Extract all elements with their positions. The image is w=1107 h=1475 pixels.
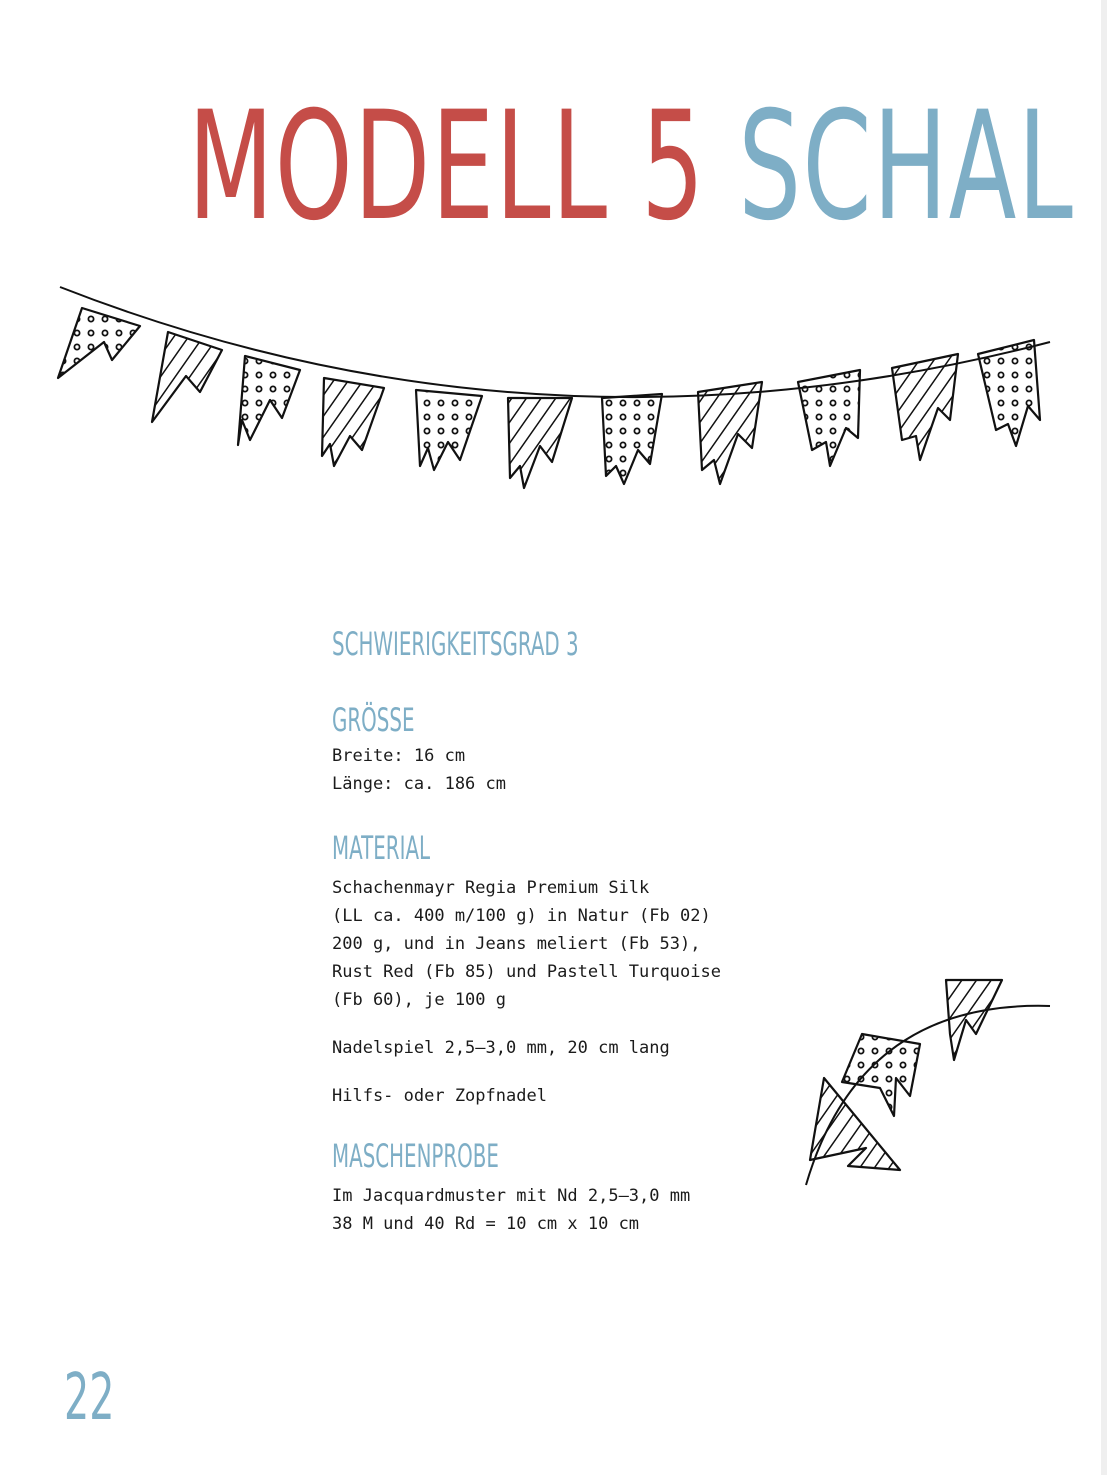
- pennant-4: [322, 378, 384, 466]
- gauge-line-1: Im Jacquardmuster mit Nd 2,5–3,0 mm: [332, 1186, 691, 1206]
- size-width: Breite: 16 cm: [332, 746, 466, 766]
- pennant-6: [508, 398, 572, 488]
- material-line-4: Rust Red (Fb 85) und Pastell Turquoise: [332, 962, 721, 982]
- material-line-5: (Fb 60), je 100 g: [332, 990, 506, 1010]
- pennant-c: [946, 980, 1002, 1060]
- material-line-1: Schachenmayr Regia Premium Silk: [332, 878, 650, 898]
- pennant-3: [238, 356, 300, 445]
- size-heading: GRÖSSE: [332, 701, 415, 739]
- pennant-10: [892, 354, 958, 460]
- material-line-2: (LL ca. 400 m/100 g) in Natur (Fb 02): [332, 906, 711, 926]
- pennant-8: [698, 382, 762, 484]
- material-aux-needle: Hilfs- oder Zopfnadel: [332, 1086, 547, 1106]
- difficulty-heading: SCHWIERIGKEITSGRAD 3: [332, 625, 579, 663]
- title-model: MODELL 5: [188, 80, 706, 254]
- pennant-b: [842, 1034, 920, 1116]
- bunting-garland: [0, 270, 1107, 510]
- page-title: [188, 80, 1075, 254]
- pennant-9: [798, 370, 860, 466]
- pennant-2: [152, 332, 222, 422]
- page-number: 22: [64, 1361, 115, 1435]
- material-line-3: 200 g, und in Jeans meliert (Fb 53),: [332, 934, 701, 954]
- material-heading: MATERIAL: [332, 829, 431, 867]
- pennant-11: [978, 340, 1040, 446]
- page-edge: [1101, 0, 1107, 1475]
- title-item: SCHAL: [738, 80, 1075, 254]
- gauge-line-2: 38 M und 40 Rd = 10 cm x 10 cm: [332, 1214, 640, 1234]
- gauge-heading: MASCHENPROBE: [332, 1137, 499, 1175]
- pattern-details: [332, 625, 852, 1238]
- size-length: Länge: ca. 186 cm: [332, 774, 506, 794]
- pennant-7: [602, 394, 662, 484]
- material-needles: Nadelspiel 2,5–3,0 mm, 20 cm lang: [332, 1038, 670, 1058]
- pennant-1: [58, 308, 140, 378]
- pennant-5: [416, 390, 482, 470]
